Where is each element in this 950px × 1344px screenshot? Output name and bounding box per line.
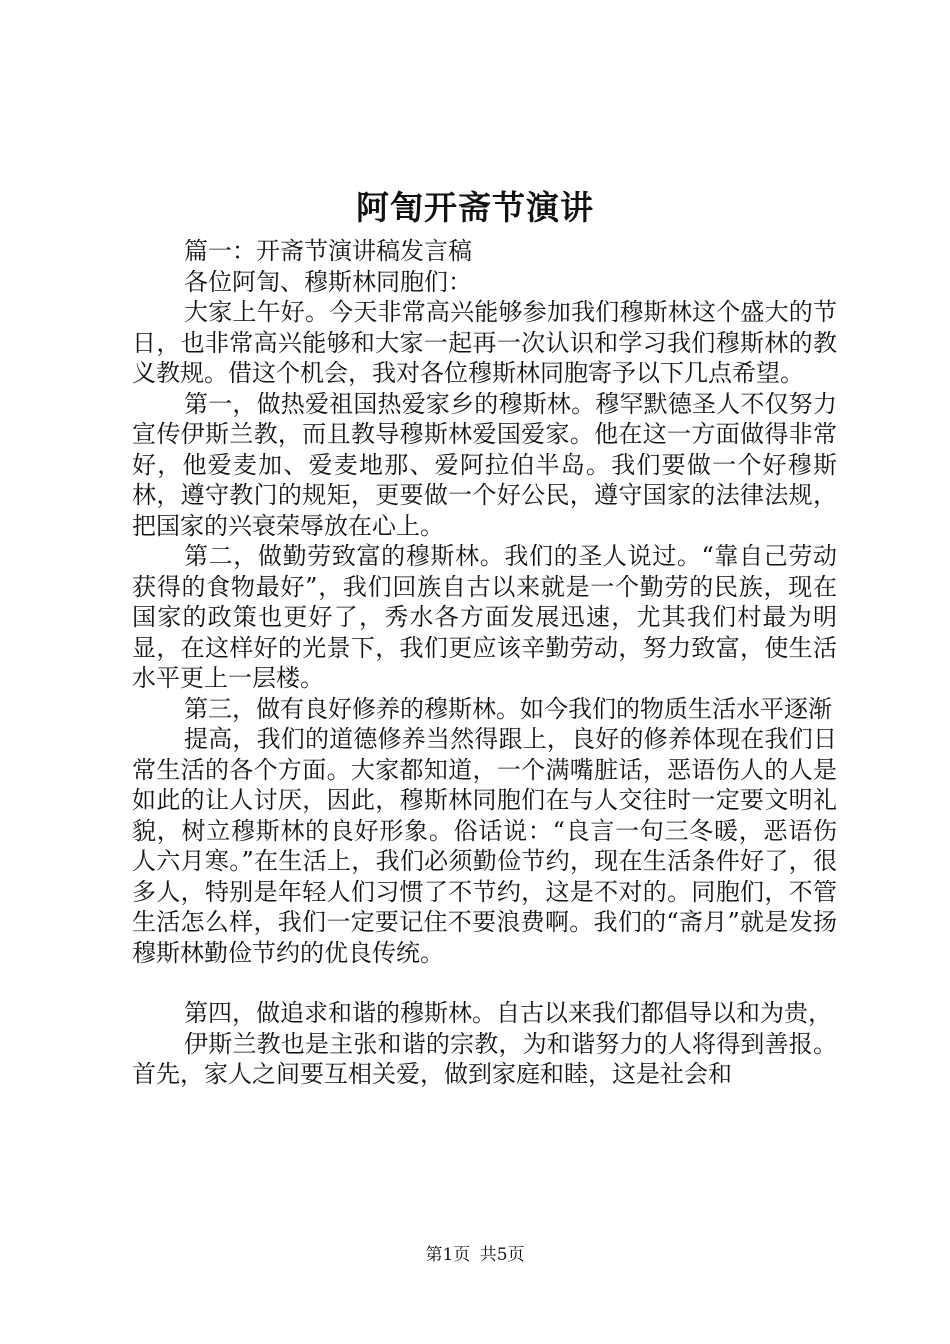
paragraph-point-three-continued: 提高，我们的道德修养当然得跟上，良好的修养体现在我们日常生活的各个方面。大家都知道，一个满嘴脏话，恶语伤人的人是如此的让人讨厌，因此，穆斯林同胞们在与人交往时一定要文明礼貌，树立穆斯林的良好形象。俗话说：“良言一句三冬暖，恶语伤人六月寒。”在生活上，我们必须勤俭节约，现在生活条件好了，很多人，特别是年轻人们习惯了不节约，这是不对的。同胞们，不管生活怎么样，我们一定要记住不要浪费啊。我们的“斋月”就是发扬穆斯林勤俭节约的优良传统。 [132,725,837,967]
paragraph-point-four: 第四，做追求和谐的穆斯林。自古以来我们都倡导以和为贵， [184,999,832,1027]
section-heading: 篇一：开斋节演讲稿发言稿 [184,237,472,265]
document-body [132,236,837,1090]
salutation: 各位阿訇、穆斯林同胞们： [184,267,472,296]
paragraph-point-two: 第二，做勤劳致富的穆斯林。我们的圣人说过。“靠自己劳动获得的食物最好”，我们回族自古以来就是一个勤劳的民族，现在国家的政策也更好了，秀水各方面发展迅速，尤其我们村最为明显，在这样好的光景下，我们更应该辛勤劳动，努力致富，使生活水平更上一层楼。 [132,542,837,692]
document-title: 阿訇开斋节演讲 [356,188,594,227]
paragraph-point-one: 第一，做热爱祖国热爱家乡的穆斯林。穆罕默德圣人不仅努力宣传伊斯兰教，而且教导穆斯林爱国爱家。他在这一方面做得非常好，他爱麦加、爱麦地那、爱阿拉伯半岛。我们要做一个好穆斯林，遵守教门的规矩，更要做一个好公民，遵守国家的法律法规，把国家的兴衰荣辱放在心上。 [132,389,837,540]
paragraph-greeting: 大家上午好。今天非常高兴能够参加我们穆斯林这个盛大的节日，也非常高兴能够和大家一起再一次认识和学习我们穆斯林的教义教规。借这个机会，我对各位穆斯林同胞寄予以下几点希望。 [132,298,837,387]
paragraph-point-four-continued: 伊斯兰教也是主张和谐的宗教，为和谐努力的人将得到善报。首先，家人之间要互相关爱，做到家庭和睦，这是社会和 [132,1029,837,1088]
paragraph-point-three: 第三，做有良好修养的穆斯林。如今我们的物质生活水平逐渐 [184,694,832,723]
page-number-footer: 第1页 共5页 [425,1245,525,1265]
